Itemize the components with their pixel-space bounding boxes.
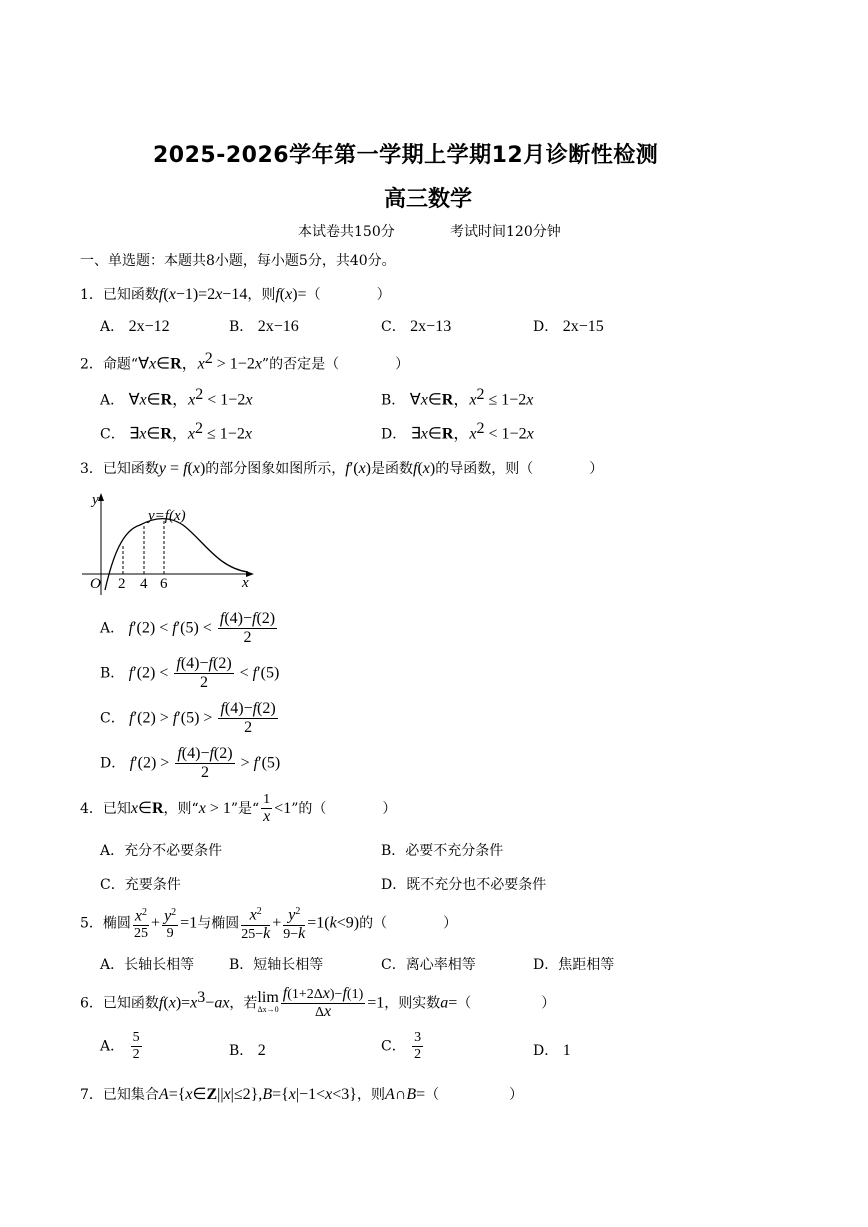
- q1-option-d[interactable]: [533, 316, 604, 336]
- question-5: 5．椭圆 $\frac{x^2}{25}$ + $\frac{y^2}{9}$ =1与椭圆 $\frac{x^2}{25-k}$ + $\frac{y^2}{9-k}$ =1(k<9)的（ ）: [80, 906, 458, 942]
- q6-text2: ，若: [229, 995, 258, 1012]
- q5-option-d[interactable]: D．焦距相等: [533, 957, 615, 973]
- option-label: A．: [100, 392, 125, 409]
- q3-option-d[interactable]: D． f′(2) > $\frac{f(4)-f(2)}{2}$ > f′(5): [100, 745, 281, 781]
- option-value: 2x−13: [410, 318, 452, 335]
- q7-text3: （ ）: [425, 1087, 524, 1103]
- q1-option-a[interactable]: [100, 316, 170, 336]
- q6-option-c[interactable]: C． $\frac{3}{2}$: [381, 1030, 422, 1062]
- q6-option-b[interactable]: [229, 1040, 266, 1060]
- q2-option-a[interactable]: A． ∀x∈R，$x^2 < 1-2x$: [100, 386, 253, 409]
- option-label: B．: [229, 1043, 254, 1059]
- option-label: C．: [381, 1038, 406, 1055]
- q5-option-b[interactable]: B．短轴长相等: [229, 957, 324, 973]
- q5-option-c[interactable]: C．离心率相等: [381, 957, 476, 973]
- q1-option-b[interactable]: [229, 316, 299, 336]
- option-value: 2: [257, 1042, 266, 1059]
- tick-4: 4: [140, 576, 148, 592]
- graph-label: y=f(x): [148, 508, 186, 524]
- option-value: 2x−15: [562, 318, 604, 335]
- question-1: 1．已知函数f(x−1)=2x−14，则f(x)=（ ）: [80, 286, 391, 303]
- q3-text4: 的导函数，则（ ）: [435, 461, 604, 477]
- q7-text2: ，则: [356, 1087, 385, 1103]
- option-label: D．: [100, 755, 126, 772]
- q3-option-a[interactable]: A． f′(2) < f′(5) < $\frac{f(4)-f(2)}{2}$: [100, 610, 276, 646]
- q1-paren: （ ）: [306, 287, 391, 303]
- q4-option-d[interactable]: D．既不充分也不必要条件: [381, 877, 547, 893]
- q4-text4: ”的（ ）: [291, 801, 397, 817]
- option-value: 1: [562, 1042, 571, 1059]
- section-heading: 一、单选题：本题共8小题，每小题5分，共40分。: [80, 253, 396, 269]
- axis-x-label: x: [242, 575, 249, 591]
- q5-prefix: 5．椭圆: [80, 915, 131, 932]
- q2-option-c[interactable]: C． ∃x∈R，$x^2 \le 1-2x$: [100, 420, 252, 443]
- axis-y-label: y: [92, 492, 99, 508]
- q3-text2: 的部分图象如图所示，: [205, 461, 346, 477]
- function-graph: [78, 490, 258, 600]
- q2-option-b[interactable]: B． ∀x∈R，$x^2 \le 1-2x$: [381, 386, 534, 409]
- q6-option-d[interactable]: [533, 1040, 571, 1060]
- q2-option-d[interactable]: D． ∃x∈R，$x^2 < 1-2x$: [381, 420, 534, 443]
- option-label: A．: [100, 620, 125, 637]
- q4-option-c[interactable]: C．充要条件: [100, 877, 181, 893]
- option-value: 2x−12: [128, 318, 170, 335]
- option-label: C．: [381, 319, 406, 335]
- q6-prefix: 6．已知函数: [80, 995, 159, 1012]
- option-value: 2x−16: [257, 318, 299, 335]
- option-label: A．: [100, 319, 125, 335]
- option-label: B．: [100, 665, 125, 682]
- question-2: 2．命题“∀x∈R，$x^2 > 1-2x$”的否定是（ ）: [80, 350, 410, 373]
- exam-title: 2025-2026学年第一学期上学期12月诊断性检测: [153, 143, 659, 168]
- time-info: 考试时间120分钟: [450, 224, 561, 240]
- option-label: B．: [229, 319, 254, 335]
- q4-option-b[interactable]: B．必要不充分条件: [381, 843, 504, 859]
- q4-text2: ，则“: [163, 801, 199, 817]
- question-7: 7．已知集合A={x∈Z||x|≤2},B={x|−1<x<3}，则A∩B=（ ）: [80, 1086, 524, 1103]
- question-4: 4．已知x∈R，则“x > 1”是“ $\frac{1}{x}$ <1”的（ ）: [80, 792, 397, 825]
- q1-option-c[interactable]: [381, 316, 451, 336]
- q2-suffix: ”的否定是（ ）: [261, 356, 410, 373]
- option-label: D．: [533, 319, 559, 335]
- q5-text2: 与椭圆: [197, 915, 240, 932]
- q4-prefix: 4．已知: [80, 801, 131, 817]
- q3-prefix: 3．已知函数: [80, 461, 159, 477]
- q6-text3: ，则实数: [384, 995, 441, 1012]
- tick-6: 6: [160, 576, 168, 592]
- q6-option-a[interactable]: A． $\frac{5}{2}$: [100, 1030, 140, 1062]
- option-label: C．: [100, 710, 125, 727]
- tick-2: 2: [118, 576, 126, 592]
- q4-option-a[interactable]: A．充分不必要条件: [100, 843, 223, 859]
- q5-option-a[interactable]: A．长轴长相等: [100, 957, 195, 973]
- q1-mid: ，则: [247, 287, 276, 303]
- q3-option-b[interactable]: B． f′(2) < $\frac{f(4)-f(2)}{2}$ < f′(5): [100, 655, 280, 691]
- question-3: 3．已知函数y = f(x)的部分图象如图所示，f′(x)是函数f(x)的导函数，则（ ）: [80, 460, 604, 477]
- q5-text3: 的（ ）: [359, 915, 458, 932]
- exam-subject: 高三数学: [384, 187, 473, 212]
- option-label: A．: [100, 1038, 125, 1055]
- option-label: C．: [100, 426, 125, 443]
- option-label: D．: [381, 426, 407, 443]
- q1-prefix: 1．已知函数: [80, 287, 159, 303]
- origin-label: O: [90, 576, 101, 592]
- q6-text4: （ ）: [457, 995, 556, 1012]
- q4-text3: ”是“: [230, 801, 260, 817]
- q3-option-c[interactable]: C． f′(2) > f′(5) > $\frac{f(4)-f(2)}{2}$: [100, 700, 276, 736]
- question-6: 6．已知函数$f(x)=x^3-ax$，若lim Δx→0 $\frac{f(1+2\Delta x)-f(1)}{\Delta x}$ =1，则实数a=（ ）: [80, 985, 556, 1020]
- score-info: 本试卷共150分: [298, 224, 395, 240]
- q2-prefix: 2．命题“: [80, 356, 139, 373]
- q7-prefix: 7．已知集合: [80, 1087, 159, 1103]
- option-label: B．: [381, 392, 406, 409]
- option-label: D．: [533, 1043, 559, 1059]
- q3-text3: 是函数: [371, 461, 413, 477]
